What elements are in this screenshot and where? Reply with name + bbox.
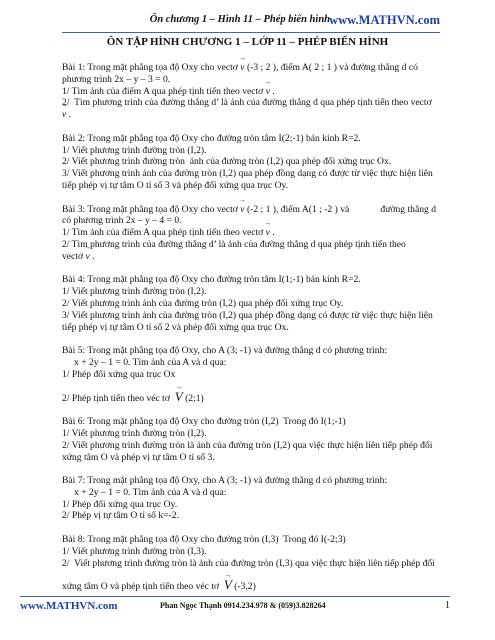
exercise-1-line-1: Bài 1: Trong mặt phẳng tọa độ Oxy cho vectơ → v (-3 ; 2 ), điểm A( 2 ; 1 ) và đường thẳng d có xyxy=(62,62,440,74)
exercise-2-line-5: tiếp phép vị tự tâm O tỉ số 3 và phép đối xứng qua trục Oy. xyxy=(62,179,289,191)
exercise-8-line-3: 2/ Viết phương trình đường tròn là ảnh của đường tròn (I,3) qua việc thực hiện liên tiếp phép đối xyxy=(62,557,435,569)
vector-v-symbol: → v xyxy=(240,62,244,74)
exercise-5 xyxy=(62,345,440,404)
page-footer xyxy=(20,596,450,612)
footer-author-info: Phan Ngọc Thạnh 0914.234.978 & (059)3.828264 xyxy=(160,601,326,610)
exercise-3-line-3: 1/ Tìm ảnh của điểm A qua phép tịnh tiến theo vectơ → v . xyxy=(62,227,440,239)
exercise-2-line-3: 2/ Viết phương trình đường tròn ảnh của đường tròn (I,2) qua phép đối xứng trục Ox. xyxy=(62,156,392,168)
vector-v-symbol: → v xyxy=(62,109,66,121)
exercise-8-line-4: xứng tâm O và phép tịnh tiến theo véc tơ → V (-3,2) xyxy=(62,569,440,593)
vector-v-symbol: → v xyxy=(266,86,270,98)
exercise-4-line-4: 3/ Viết phương trình ảnh của đường tròn (I,2) qua phép đồng dạng có được từ việc thực hiện liên xyxy=(62,309,433,321)
exercise-1-line-3: 1/ Tìm ảnh của điểm A qua phép tịnh tiến theo vectơ → v . xyxy=(62,86,440,98)
vector-v-symbol: → v xyxy=(266,227,270,239)
page-number: 1 xyxy=(445,600,450,611)
exercise-1-line-4: 2/ Tìm phương trình của đường thẳng d’ là ảnh của đường thẳng d qua phép tịnh tiến theo vectơ xyxy=(62,97,432,109)
exercise-4-line-2: 1/ Viết phương trình đường tròn (I,2). xyxy=(62,286,207,298)
exercise-1 xyxy=(62,62,440,121)
exercise-6 xyxy=(62,416,440,463)
exercise-5-line-2: x + 2y – 1 = 0. Tìm ảnh của A và d qua: xyxy=(62,356,227,368)
exercise-2 xyxy=(62,133,440,192)
exercise-1-line-5: → v . xyxy=(62,109,440,121)
exercise-1-line-2: phương trình 2x – y – 3 = 0. xyxy=(62,73,171,85)
exercise-5-line-3: 1/ Phép đối xứng qua trục Ox xyxy=(62,368,176,380)
exercise-8-line-2: 1/ Viết phương trình đường tròn (I,3). xyxy=(62,545,207,557)
exercise-7-line-2: x + 2y – 1 = 0. Tìm ảnh của A và d qua: xyxy=(62,486,227,498)
exercise-3 xyxy=(62,204,440,263)
vector-v-symbol: → v xyxy=(240,204,244,216)
page-header xyxy=(62,14,440,33)
exercise-list xyxy=(62,62,440,605)
exercise-6-line-2: 1/ Viết phương trình đường tròn (I,2). xyxy=(62,427,207,439)
exercise-7-line-3: 1/ Phép đối xứng qua trục Oy. xyxy=(62,498,178,510)
exercise-6-line-4: xứng tâm O và phép vị tự tâm O tỉ số 3. xyxy=(62,451,215,463)
exercise-2-line-1: Bài 2: Trong mặt phẳng tọa độ Oxy cho đường tròn tâm I(2;-1) bán kính R=2. xyxy=(62,132,361,144)
exercise-8-line-1: Bài 8: Trong mặt phẳng tọa độ Oxy cho đường tròn (I,3) Trong đó I(-2;3) xyxy=(62,534,346,546)
footer-site-link[interactable]: www.MATHVN.com xyxy=(20,600,118,612)
exercise-6-line-1: Bài 6: Trong mặt phẳng tọa độ Oxy cho đường tròn (I,2) Trong đó I(1;-1) xyxy=(62,416,346,428)
vector-V-symbol: → V xyxy=(224,579,232,591)
exercise-3-line-1: Bài 3: Trong mặt phẳng tọa độ Oxy cho vectơ → v (-2 ; 1 ), điểm A(1 ; -2 ) và đường thẳng d xyxy=(62,204,440,216)
document-title: ÔN TẬP HÌNH CHƯƠNG 1 – LỚP 11 – PHÉP BIẾN HÌNH xyxy=(106,36,389,48)
header-site-link[interactable]: www.MATHVN.com xyxy=(329,13,440,27)
exercise-8 xyxy=(62,534,440,593)
exercise-7-line-4: 2/ Phép vị tự tâm O tỉ số k=-2. xyxy=(62,510,179,522)
exercise-7 xyxy=(62,475,440,522)
exercise-4-line-1: Bài 4: Trong mặt phẳng tọa độ Oxy cho đường tròn tâm I(1;-1) bán kính R=2. xyxy=(62,274,361,286)
exercise-3-line-4: 2/ Tìm phương trình của đường thẳng d’ là ảnh của đường thẳng d qua phép tịnh tiến theo xyxy=(62,238,406,250)
exercise-3-line-2: có phương trình 2x – y – 4 = 0. xyxy=(62,215,182,227)
exercise-4-line-5: tiếp phép vị tự tâm O tỉ số 2 và phép đối xứng qua trục Ox. xyxy=(62,321,289,333)
exercise-5-line-4: 2/ Phép tịnh tiến theo véc tơ → V (2;1) xyxy=(62,381,440,405)
exercise-3-line-5: vectơ → v . xyxy=(62,251,440,263)
vector-V-symbol: → V xyxy=(175,391,183,403)
exercise-2-line-2: 1/ Viết phương trình đường tròn (I,2). xyxy=(62,144,207,156)
exercise-6-line-3: 2/ Viết phương trình đường tròn là ảnh của đường tròn (I,2) qua việc thực hiện liên tiếp phép đối xyxy=(62,439,433,451)
exercise-2-line-4: 3/ Viết phương trình ảnh của đường tròn (I,2) qua phép đồng dạng có được từ việc thực hiện liên xyxy=(62,168,433,180)
exercise-4-line-3: 2/ Viết phương trình ảnh của đường tròn (I,2) qua phép đối xứng trục Oy. xyxy=(62,297,344,309)
vector-v-symbol: → v xyxy=(85,251,89,263)
exercise-4 xyxy=(62,274,440,333)
exercise-5-line-1: Bài 5: Trong mặt phẳng tọa độ Oxy, cho A (3; -1) và đường thẳng d có phương trình: xyxy=(62,345,388,357)
header-title: Ôn chương 1 – Hình 11 – Phép biến hình xyxy=(149,14,330,25)
exercise-7-line-1: Bài 7: Trong mặt phẳng tọa độ Oxy, cho A (3; -1) và đường thẳng d có phương trình: xyxy=(62,475,388,487)
